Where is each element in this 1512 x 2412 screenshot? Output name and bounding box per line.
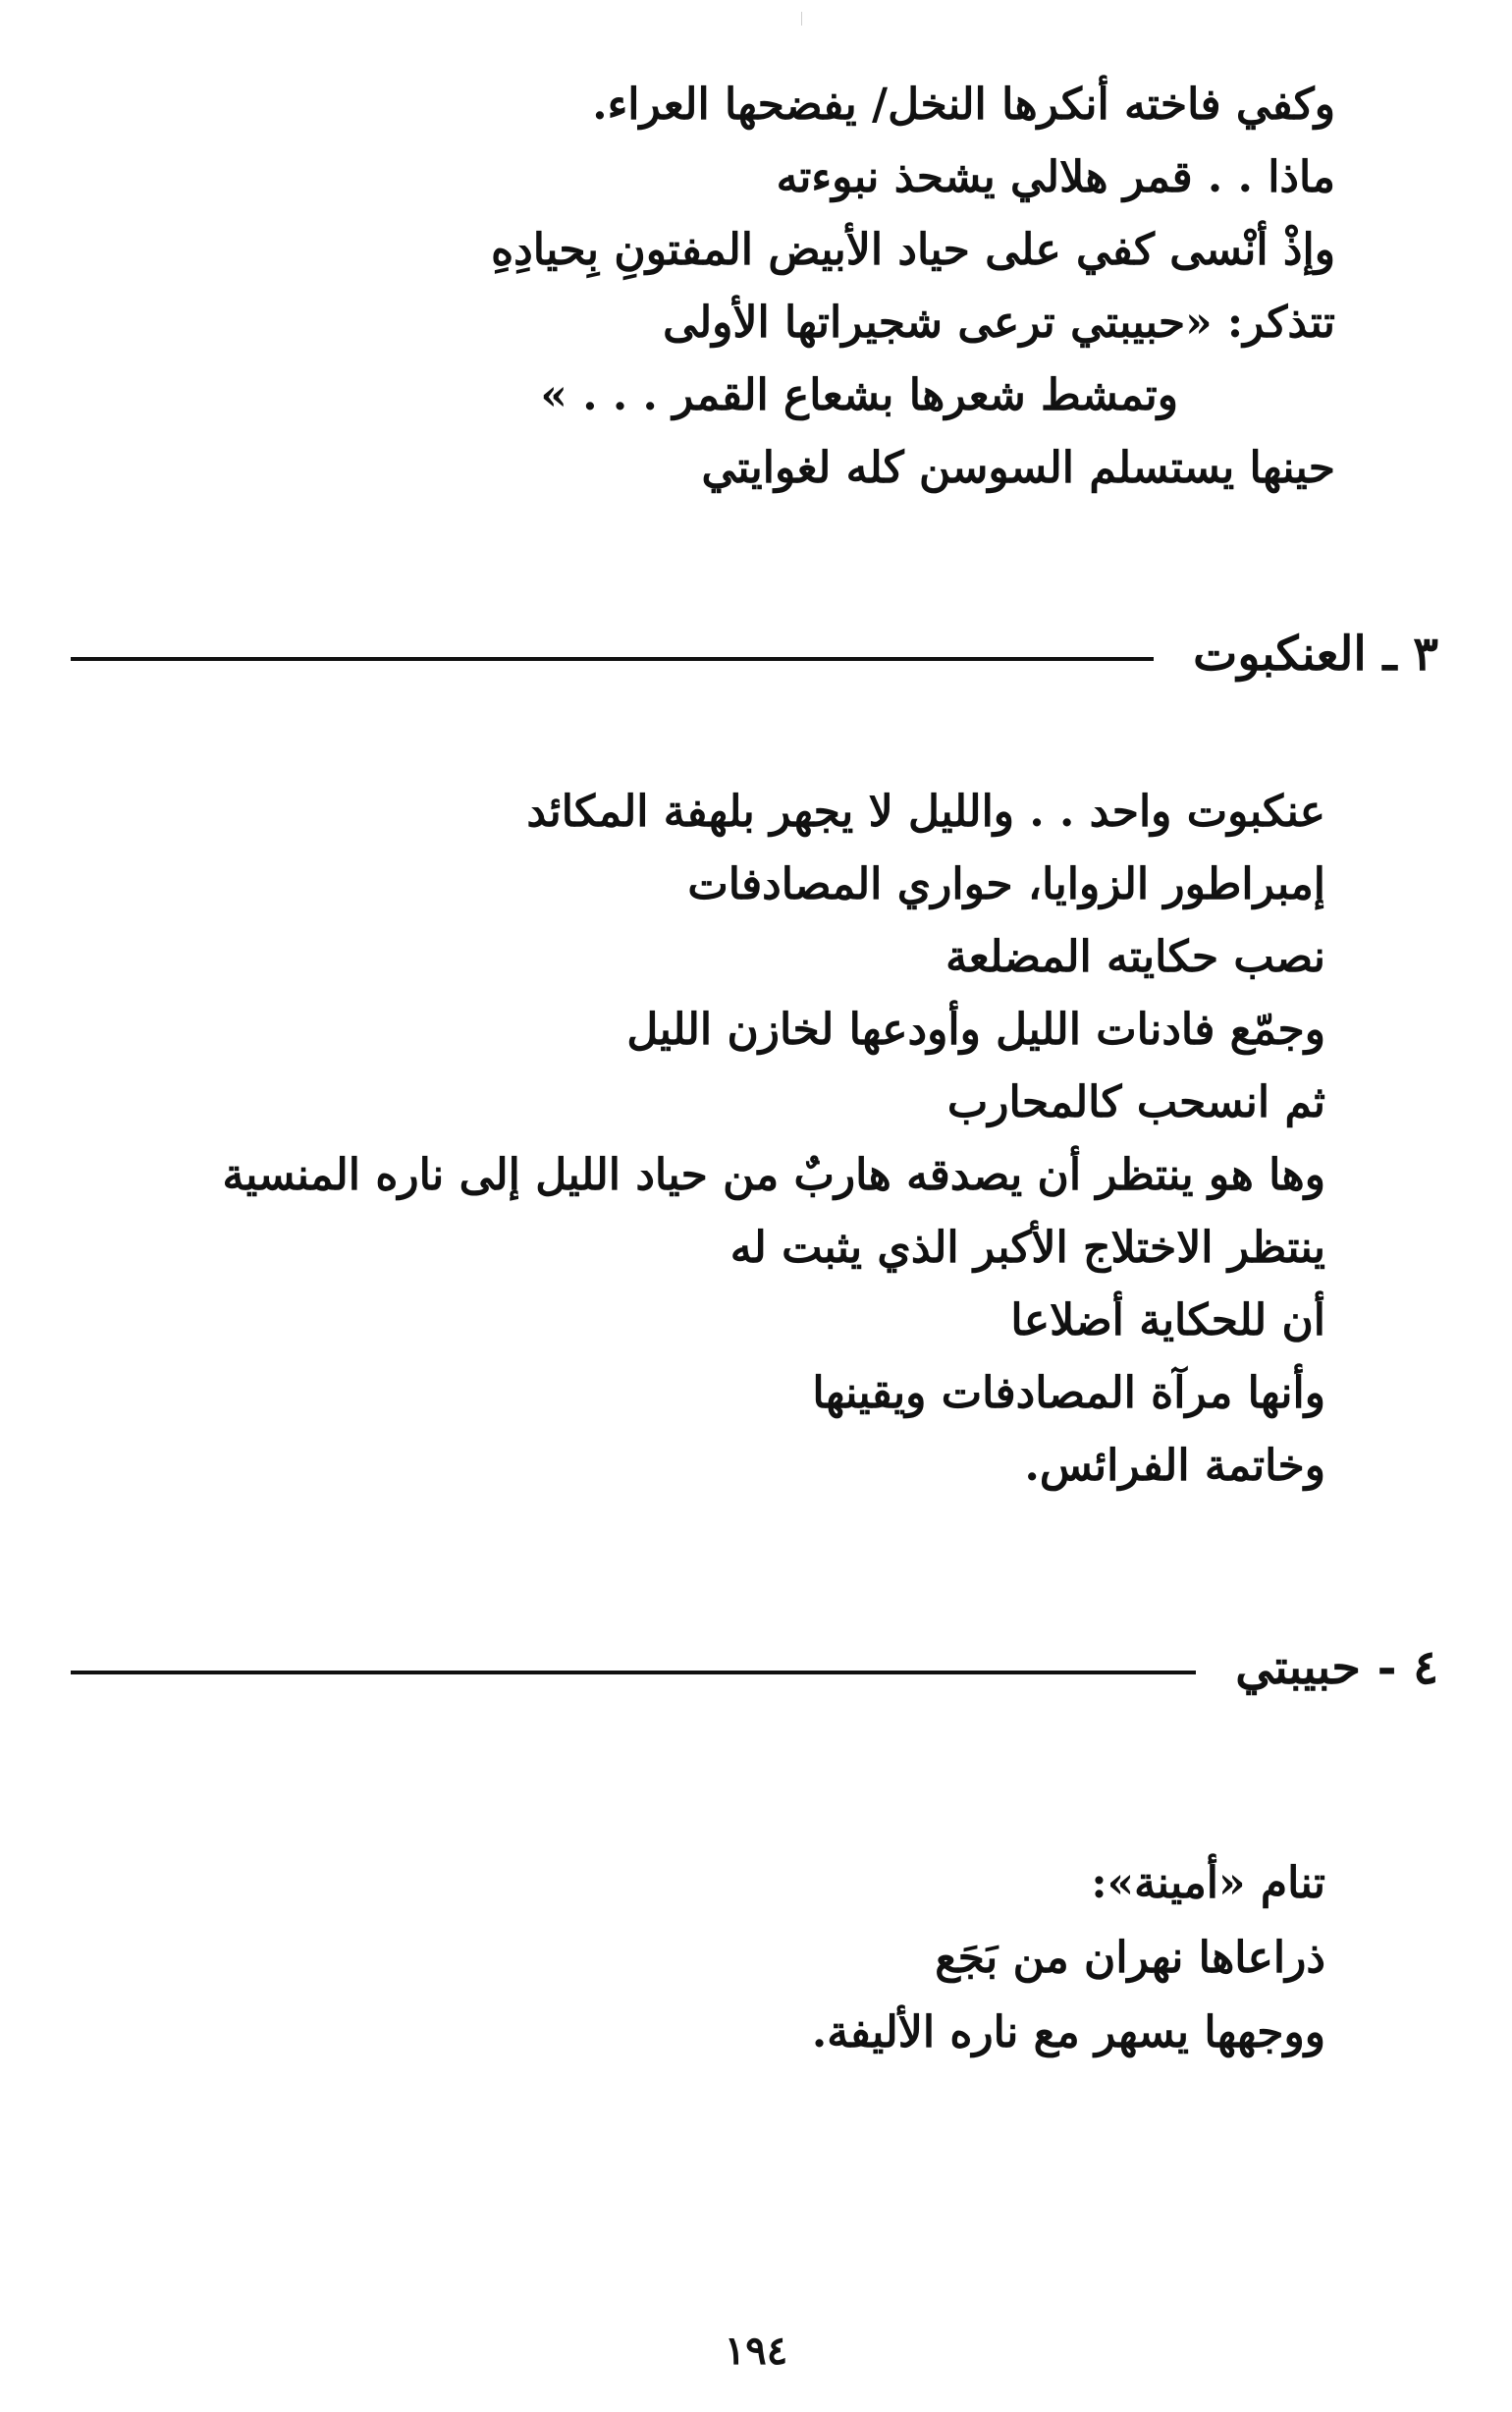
section-4-heading: [71, 1640, 1438, 1695]
heading-rule: [71, 657, 1154, 661]
heading-rule: [71, 1671, 1196, 1674]
poem-line: وأنها مرآة المصادفات ويقينها: [812, 1368, 1325, 1418]
poem-line: حينها يستسلم السوسن كله لغوايتي: [701, 443, 1335, 493]
poem-line: وكفي فاخته أنكرها النخل/ يفضحها العراء.: [592, 80, 1335, 130]
poem-line: وتمشط شعرها بشعاع القمر . . . »: [540, 370, 1178, 420]
section-3-title: ٣ ـ العنكبوت: [1193, 627, 1438, 682]
poem-line: تنام «أمينة»:: [1091, 1858, 1325, 1908]
section-4-title: ٤ - حبيبتي: [1235, 1640, 1438, 1695]
poem-line: ذراعاها نهران من بَجَع: [935, 1933, 1325, 1983]
section-3-poem: [223, 776, 1325, 1503]
poem-line: وخاتمة الفرائس.: [1024, 1441, 1325, 1491]
poem-line: ماذا . . قمر هلالي يشحذ نبوءته: [776, 152, 1335, 202]
poem-line: ووجهها يسهر مع ناره الأليفة.: [811, 2007, 1325, 2057]
poem-line: إمبراطور الزوايا، حواري المصادفات: [687, 859, 1325, 909]
poem-continuation: [491, 69, 1335, 505]
section-3-heading: [71, 627, 1438, 682]
poem-line: ثم انسحب كالمحارب: [946, 1077, 1325, 1127]
poem-line: وإذْ أنْسى كفي على حياد الأبيض المفتونِ بِحيادِهِ: [491, 225, 1335, 275]
section-4-poem: [812, 1846, 1325, 2070]
poem-line: عنكبوت واحد . . والليل لا يجهر بلهفة المكائد: [526, 787, 1325, 837]
poem-line: تتذكر: «حبيبتي ترعى شجيراتها الأولى: [663, 298, 1335, 348]
poem-line: وجمّع فادنات الليل وأودعها لخازن الليل: [626, 1005, 1325, 1055]
scan-artifact: [801, 12, 802, 26]
page-number: ١٩٤: [724, 2328, 788, 2374]
poem-line: وها هو ينتظر أن يصدقه هاربٌ من حياد الليل إلى ناره المنسية: [222, 1150, 1325, 1200]
poem-line: ينتظر الاختلاج الأكبر الذي يثبت له: [729, 1223, 1325, 1273]
poem-line: أن للحكاية أضلاعا: [1010, 1295, 1325, 1345]
poem-line: نصب حكايته المضلعة: [945, 932, 1325, 982]
